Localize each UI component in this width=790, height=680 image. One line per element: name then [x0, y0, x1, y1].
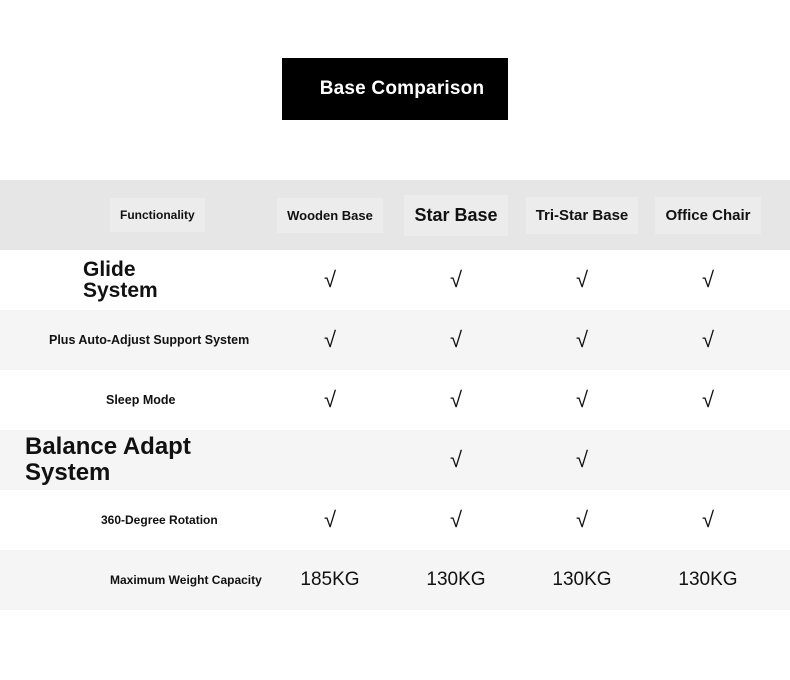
check-mark: √ [701, 267, 715, 292]
weight-value: 130KG [426, 569, 486, 590]
page-title: Base Comparison [282, 58, 508, 120]
check-mark: √ [449, 387, 463, 412]
check-cell [646, 430, 770, 490]
feature-cell [10, 370, 296, 430]
check-mark: √ [323, 267, 337, 292]
check-cell [646, 490, 770, 550]
check-mark: √ [701, 387, 715, 412]
feature-sleep-mode: Sleep Mode [106, 393, 176, 407]
check-cell [520, 250, 644, 310]
feature-max-weight: Maximum Weight Capacity [110, 573, 262, 587]
feature-cell [10, 550, 296, 610]
feature-cell [10, 490, 296, 550]
check-mark: √ [323, 387, 337, 412]
header-office-chair-cell [646, 180, 770, 250]
check-cell [520, 310, 644, 370]
header-tri-star-base: Tri-Star Base [526, 197, 639, 234]
check-cell [394, 370, 518, 430]
feature-auto-adjust: Plus Auto-Adjust Support System [49, 333, 250, 347]
check-cell [268, 430, 392, 490]
table-row [0, 310, 790, 370]
check-mark: √ [323, 327, 337, 352]
header-functionality: Functionality [110, 198, 205, 232]
feature-glide-system: Glide System [83, 258, 158, 302]
check-cell [520, 430, 644, 490]
feature-cell [10, 310, 296, 370]
table-row [0, 430, 790, 490]
table-header-row [0, 180, 790, 250]
header-tri-star-base-cell [520, 180, 644, 250]
check-mark: √ [449, 447, 463, 472]
weight-value: 185KG [300, 569, 360, 590]
header-star-base-cell [394, 180, 518, 250]
check-mark: √ [701, 327, 715, 352]
header-wooden-base-cell [268, 180, 392, 250]
check-cell [520, 490, 644, 550]
check-cell [646, 310, 770, 370]
weight-value: 130KG [678, 569, 738, 590]
check-cell [268, 490, 392, 550]
check-cell [268, 310, 392, 370]
weight-value: 130KG [552, 569, 612, 590]
feature-cell [10, 250, 296, 310]
header-wooden-base: Wooden Base [277, 198, 383, 233]
header-functionality-cell [10, 180, 296, 250]
check-mark: √ [575, 387, 589, 412]
table-row [0, 370, 790, 430]
check-cell [268, 370, 392, 430]
feature-balance-adapt: Balance Adapt System [25, 432, 191, 486]
check-mark: √ [575, 327, 589, 352]
check-cell [520, 370, 644, 430]
check-mark: √ [575, 447, 589, 472]
check-cell [394, 490, 518, 550]
value-cell [394, 550, 518, 610]
check-cell [646, 370, 770, 430]
check-cell [394, 250, 518, 310]
table-row [0, 550, 790, 610]
feature-cell [10, 430, 296, 490]
header-office-chair: Office Chair [655, 197, 760, 234]
feature-360-rotation: 360-Degree Rotation [101, 513, 218, 527]
check-mark: √ [575, 507, 589, 532]
check-cell [394, 430, 518, 490]
check-mark: √ [701, 507, 715, 532]
header-star-base: Star Base [404, 195, 507, 236]
table-row [0, 250, 790, 310]
check-cell [646, 250, 770, 310]
check-mark: √ [323, 507, 337, 532]
value-cell [520, 550, 644, 610]
check-mark: √ [449, 507, 463, 532]
check-cell [394, 310, 518, 370]
value-cell [268, 550, 392, 610]
table-row [0, 490, 790, 550]
check-mark: √ [575, 267, 589, 292]
check-cell [268, 250, 392, 310]
check-mark: √ [449, 327, 463, 352]
check-mark: √ [449, 267, 463, 292]
value-cell [646, 550, 770, 610]
comparison-table [0, 180, 790, 610]
